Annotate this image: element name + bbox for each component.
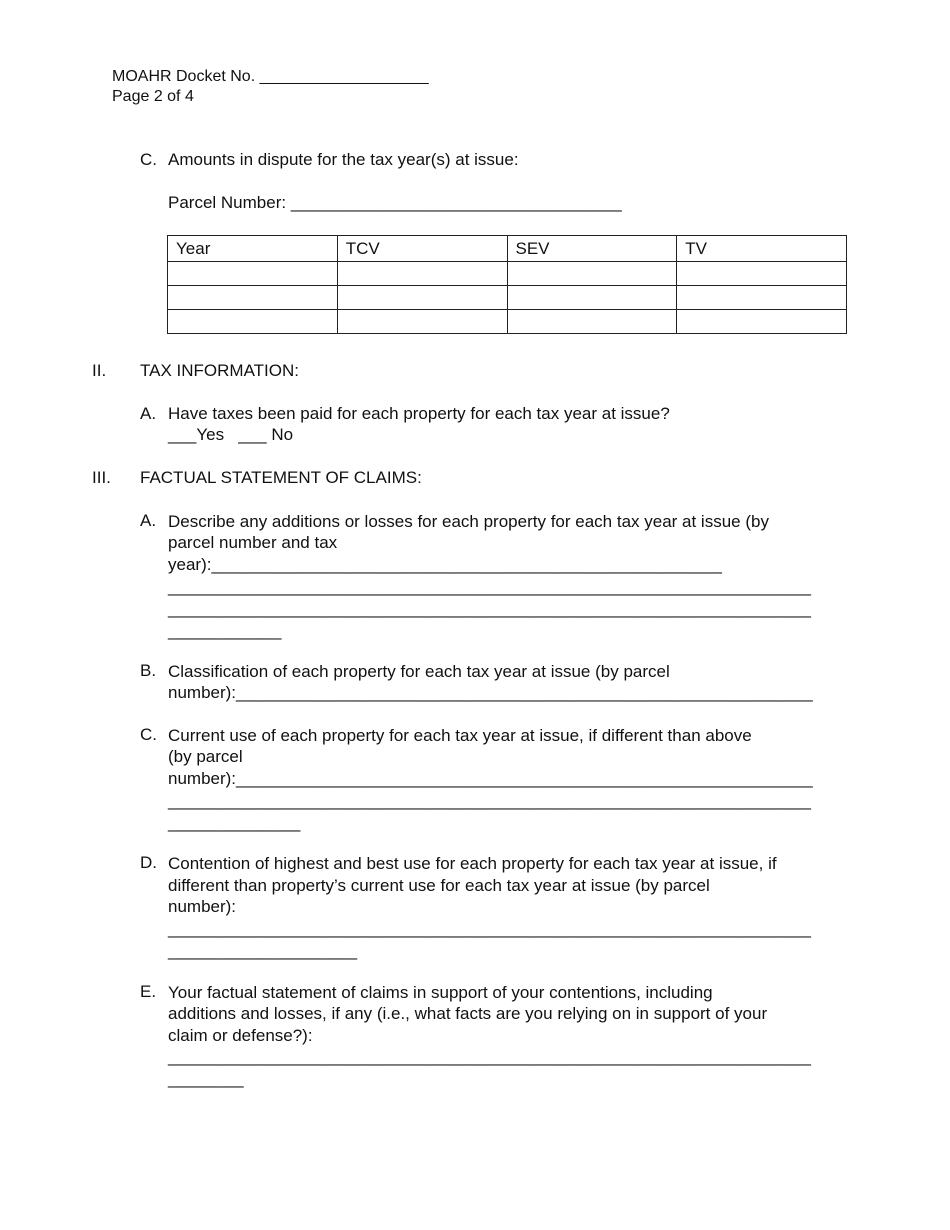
item-letter: A. <box>140 404 157 423</box>
table-row <box>168 286 847 310</box>
table-cell[interactable] <box>677 286 847 310</box>
docket-number-label: MOAHR Docket No. ___________________ <box>112 68 429 85</box>
item-text-line: Describe any additions or losses for each property for each tax year at issue (by <box>168 512 769 531</box>
current-use-field[interactable]: ____________________________________________________________________ <box>168 791 811 810</box>
amounts-table <box>167 235 847 334</box>
table-header-row <box>168 236 847 262</box>
item-text-line: claim or defense?): <box>168 1026 313 1045</box>
item-letter: E. <box>140 982 157 1001</box>
table-cell[interactable] <box>677 262 847 286</box>
table-row <box>168 310 847 334</box>
table-cell[interactable] <box>507 310 677 334</box>
item-letter: A. <box>140 511 157 530</box>
table-cell[interactable] <box>168 286 338 310</box>
table-cell[interactable] <box>677 310 847 334</box>
section-title-tax-information: TAX INFORMATION: <box>140 361 299 380</box>
column-header-year: Year <box>168 236 338 262</box>
section-title-factual-statement: FACTUAL STATEMENT OF CLAIMS: <box>140 468 422 487</box>
factual-statement-field[interactable]: ____________________________________________________________________ <box>168 1047 811 1066</box>
item-text-line: number): <box>168 897 237 916</box>
table-cell[interactable] <box>168 310 338 334</box>
item-letter: B. <box>140 661 157 680</box>
table-cell[interactable] <box>507 262 677 286</box>
column-header-tcv: TCV <box>337 236 507 262</box>
table-cell[interactable] <box>337 286 507 310</box>
table-cell[interactable] <box>507 286 677 310</box>
item-letter: D. <box>140 853 157 872</box>
item-text-line: Current use of each property for each tax year at issue, if different than above <box>168 726 752 745</box>
current-use-field[interactable]: ______________ <box>168 813 301 832</box>
highest-best-use-field[interactable]: ____________________________________________________________________ <box>168 919 811 938</box>
additions-losses-field[interactable]: ____________________________________________________________________ <box>168 577 811 596</box>
amounts-in-dispute-heading: Amounts in dispute for the tax year(s) at issue: <box>168 150 519 169</box>
section-numeral: III. <box>92 468 111 487</box>
table-cell[interactable] <box>337 262 507 286</box>
item-text-line: Your factual statement of claims in support of your contentions, including <box>168 983 713 1002</box>
additions-losses-field[interactable]: ____________ <box>168 621 282 640</box>
item-letter: C. <box>140 150 157 169</box>
column-header-tv: TV <box>677 236 847 262</box>
item-text-line: parcel number and tax <box>168 533 338 552</box>
parcel-number-field[interactable]: Parcel Number: ___________________________________ <box>168 193 622 212</box>
taxes-paid-question: Have taxes been paid for each property for each tax year at issue? <box>168 404 670 423</box>
item-letter: C. <box>140 725 157 744</box>
item-text-line: Contention of highest and best use for each property for each tax year at issue, if <box>168 854 777 873</box>
item-text-line: different than property’s current use for each tax year at issue (by parcel <box>168 876 710 895</box>
table-cell[interactable] <box>337 310 507 334</box>
column-header-sev: SEV <box>507 236 677 262</box>
current-use-field[interactable]: number):_____________________________________________________________ <box>168 769 813 788</box>
taxes-paid-yes-no-field[interactable]: ___Yes ___ No <box>168 425 294 444</box>
table-row <box>168 262 847 286</box>
highest-best-use-field[interactable]: ____________________ <box>168 941 358 960</box>
page-number-label: Page 2 of 4 <box>112 88 194 105</box>
additions-losses-field[interactable]: year):______________________________________________________ <box>168 555 723 574</box>
item-text-line: additions and losses, if any (i.e., what facts are you relying on in support of your <box>168 1004 768 1023</box>
item-text-line: (by parcel <box>168 747 243 766</box>
factual-statement-field[interactable]: ________ <box>168 1069 244 1088</box>
classification-field[interactable]: number):_____________________________________________________________ <box>168 683 813 702</box>
table-cell[interactable] <box>168 262 338 286</box>
item-text-line: Classification of each property for each tax year at issue (by parcel <box>168 662 670 681</box>
section-numeral: II. <box>92 361 107 380</box>
additions-losses-field[interactable]: ____________________________________________________________________ <box>168 599 811 618</box>
